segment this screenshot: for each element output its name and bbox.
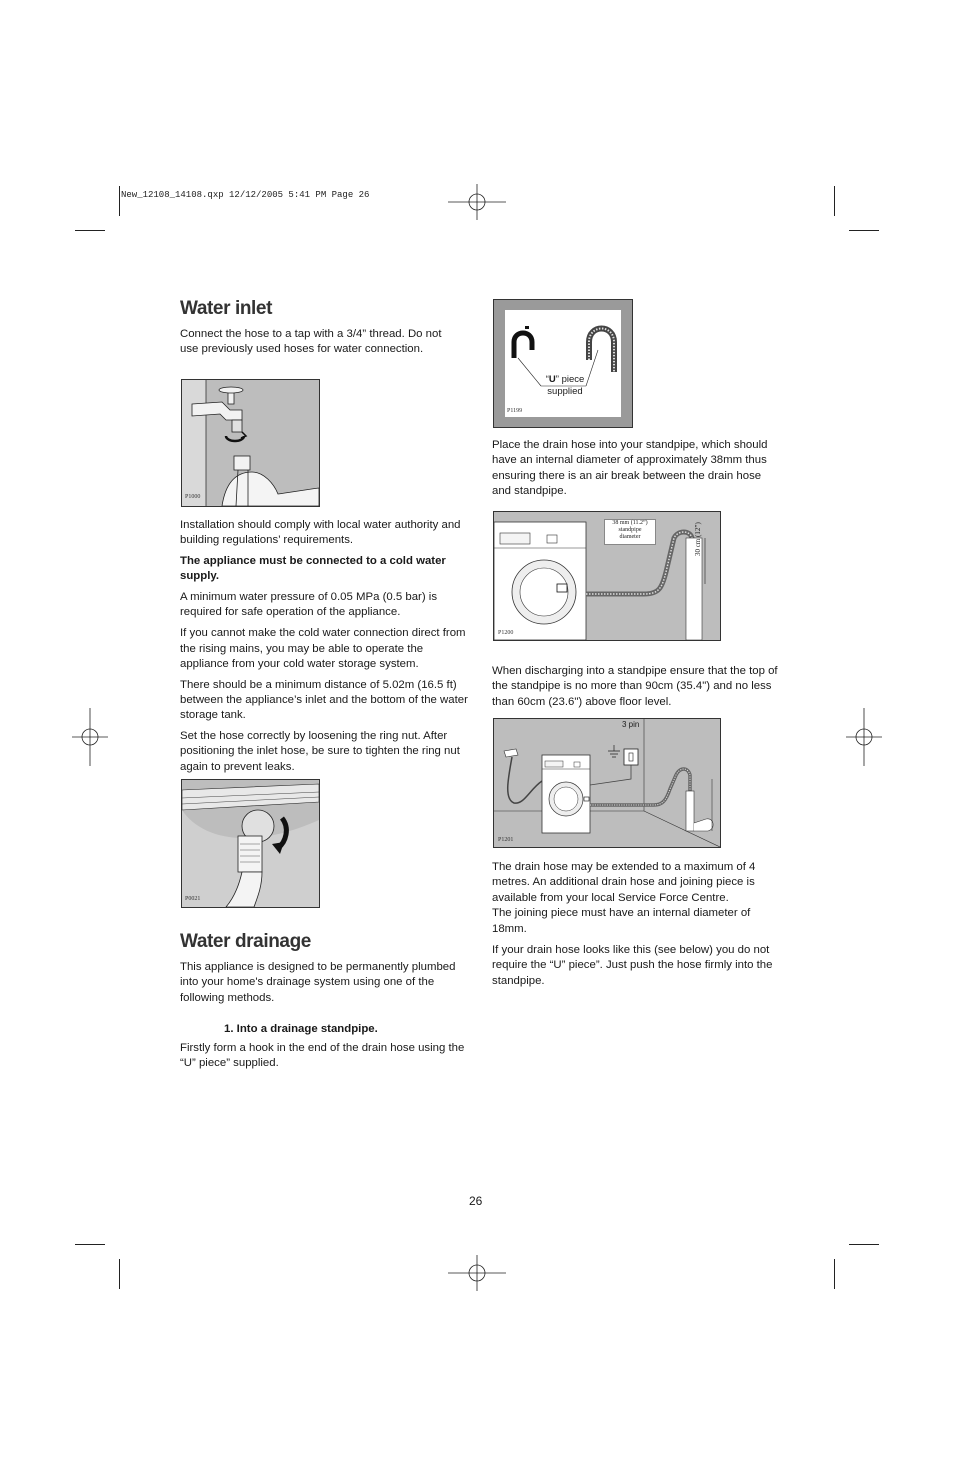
ring-nut-figure — [181, 779, 320, 908]
water-drainage-title: Water drainage — [180, 931, 311, 952]
u-piece-figure — [493, 299, 633, 428]
drainage-hook-text: Firstly form a hook in the end of the drain hose using the “U” piece” supplied. — [180, 1042, 465, 1070]
figure-code: P1201 — [498, 837, 514, 843]
tap-connection-figure — [181, 379, 320, 507]
standpipe-height-text: When discharging into a standpipe ensure that the top of the standpipe is no more than 90cm (35.4") and no less than 60cm (23.6") above floor level. — [492, 665, 778, 708]
room-installation-illustration — [494, 719, 720, 847]
figure-code: P1200 — [498, 630, 514, 636]
print-slug: New_12108_14108.qxp 12/12/2005 5:41 PM Page 26 — [121, 190, 370, 200]
crop-mark — [119, 186, 120, 216]
figure-code: P1000 — [185, 494, 201, 500]
ring-nut-illustration — [182, 780, 319, 907]
drainage-method-item: 1. Into a drainage standpipe. — [224, 1023, 378, 1035]
crop-mark — [849, 230, 879, 231]
room-installation-figure — [493, 718, 721, 848]
registration-mark-right-icon — [846, 708, 882, 766]
standpipe-height-label: 30 cm (12”) — [694, 522, 702, 556]
crop-mark — [119, 1259, 120, 1289]
standpipe-diameter-figure — [493, 511, 721, 641]
figure-code: P1199 — [507, 408, 523, 414]
crop-mark — [834, 186, 835, 216]
registration-mark-bottom-icon — [448, 1255, 506, 1291]
drain-extension-text: The drain hose may be extended to a maximum of 4 metres. An additional drain hose and joining piece is available from your local Service Force Centre. The joining piece must have an internal diameter of 18mm. If your drain hose looks like this (see below) you do not require the “U” piece”. Just push the hose firmly into the standpipe. — [492, 861, 773, 987]
figure-code: P0021 — [185, 896, 201, 902]
registration-mark-top-icon — [448, 184, 506, 220]
crop-mark — [834, 1259, 835, 1289]
drainage-intro: This appliance is designed to be permanently plumbed into your home's drainage system using one of the following methods. — [180, 961, 456, 1004]
crop-mark — [75, 230, 105, 231]
crop-mark — [75, 1244, 105, 1245]
water-inlet-title: Water inlet — [180, 298, 273, 319]
crop-mark — [849, 1244, 879, 1245]
standpipe-text: Place the drain hose into your standpipe, which should have an internal diameter of approximately 38mm thus ensuring there is an air break between the drain hose and standpipe. — [492, 439, 768, 498]
standpipe-diameter-label: 38 mm (11.2”) standpipe diameter — [604, 519, 656, 545]
inlet-intro: Connect the hose to a tap with a 3/4” thread. Do not use previously used hoses for water connection. — [180, 328, 442, 356]
registration-mark-left-icon — [72, 708, 108, 766]
page-number: 26 — [469, 1194, 483, 1208]
u-piece-label: “U” piece supplied — [545, 374, 585, 397]
tap-illustration — [182, 380, 319, 506]
inlet-body: Installation should comply with local water authority and building regulations’ requirements. The appliance must be connected to a cold water supply. A minimum water pressure of 0.05 MPa (0.5 bar) is required for safe operation of the appliance. If you cannot make the cold water connection direct from the rising mains, you may be able to operate the appliance from your cold water storage system. There should be a minimum distance of 5.02m (16.5 ft) between the appliance’s inlet and the bottom of the water storage tank. Set the hose correctly by loosening the ring nut. After positioning the inlet hose, be sure to tighten the ring nut again to prevent leaks. — [180, 519, 468, 773]
three-pin-label: 3 pin — [622, 720, 640, 729]
